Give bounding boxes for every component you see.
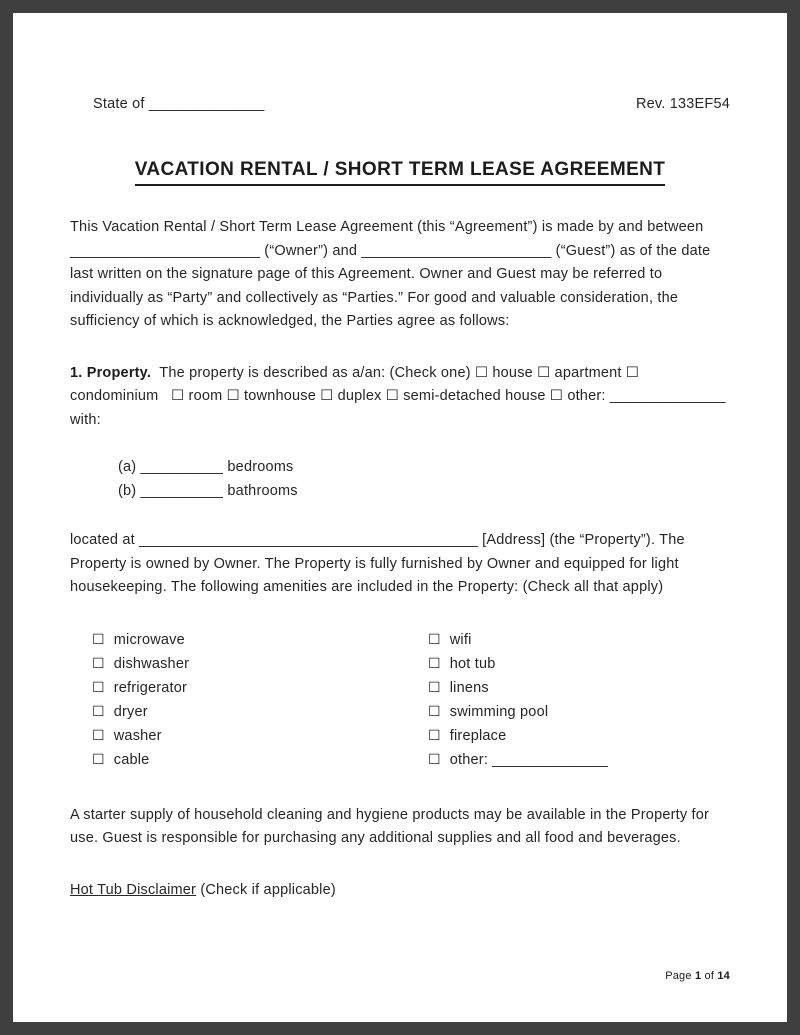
amenity-label: microwave — [113, 631, 185, 648]
amenities-checklist — [92, 628, 730, 772]
amenities-column-right — [428, 628, 730, 772]
revision-number: Rev. 133EF54 — [635, 96, 730, 112]
amenity-row — [428, 724, 730, 748]
amenity-row — [428, 676, 730, 700]
checkbox-icon: ☐ — [92, 726, 105, 743]
list-item-bedrooms: (a) __________ bedrooms — [118, 459, 294, 475]
hot-tub-disclaimer-line — [70, 879, 730, 903]
amenity-row — [92, 724, 428, 748]
checkbox-icon: ☐ — [428, 654, 441, 671]
footer-page-prefix: Page — [665, 969, 695, 982]
amenity-label: washer — [113, 727, 162, 744]
checkbox-icon: ☐ — [428, 630, 441, 647]
footer-of: of — [701, 969, 718, 982]
amenity-label: cable — [113, 751, 150, 768]
starter-supply-paragraph: A starter supply of household cleaning and hygiene products may be available in the Property for use. Guest is responsible for purchasing any additional supplies and all food and beverages. — [70, 806, 710, 846]
amenity-row — [92, 748, 428, 772]
document-page — [13, 13, 787, 1022]
footer-total-pages: 14 — [717, 969, 730, 982]
checkbox-icon: ☐ — [92, 654, 105, 671]
amenity-row — [428, 700, 730, 724]
amenity-row — [428, 748, 730, 772]
hot-tub-disclaimer-label: Hot Tub Disclaimer — [70, 881, 197, 898]
amenity-label: refrigerator — [113, 679, 188, 696]
amenity-row — [92, 628, 428, 652]
amenity-label: dishwasher — [113, 655, 190, 672]
amenity-label: swimming pool — [449, 703, 549, 720]
checkbox-icon: ☐ — [428, 726, 441, 743]
property-section-paragraph — [70, 362, 730, 433]
amenity-label: wifi — [449, 631, 472, 648]
checkbox-icon: ☐ — [92, 630, 105, 647]
checkbox-icon: ☐ — [92, 702, 105, 719]
page-footer — [665, 965, 730, 989]
amenity-row — [92, 652, 428, 676]
amenity-label: linens — [449, 679, 489, 696]
checkbox-icon: ☐ — [92, 678, 105, 695]
amenity-label: fireplace — [449, 727, 507, 744]
hot-tub-disclaimer-note: (Check if applicable) — [196, 881, 336, 898]
property-section-body: The property is described as a/an: (Check one) ☐ house ☐ apartment ☐ condominium ☐ room ☐ townhouse ☐ duplex ☐ semi-detached house ☐ other: ______________ with: — [70, 364, 730, 428]
amenity-row — [428, 652, 730, 676]
amenity-label-other: other: ______________ — [449, 751, 608, 768]
located-paragraph: located at _________________________________________ [Address] (the “Property”). The Property is owned by Owner. The Property is fully furnished by Owner and equipped for light housekeeping. The following amenities are included in the Property: (Check all that apply) — [70, 532, 685, 595]
list-item-bathrooms: (b) __________ bathrooms — [118, 482, 298, 499]
document-header — [70, 93, 730, 117]
amenity-row — [428, 628, 730, 652]
amenity-label: hot tub — [449, 655, 496, 672]
amenity-label: dryer — [113, 703, 148, 720]
property-section-heading: 1. Property. — [70, 364, 152, 381]
checkbox-icon: ☐ — [428, 702, 441, 719]
amenity-row — [92, 700, 428, 724]
checkbox-icon: ☐ — [92, 750, 105, 767]
amenities-column-left — [92, 628, 428, 772]
footer-page-number: 1 — [694, 969, 702, 982]
checkbox-icon: ☐ — [428, 750, 441, 767]
bedroom-bathroom-list — [118, 456, 730, 503]
document-title — [70, 155, 730, 187]
state-of-blank: State of ______________ — [93, 96, 265, 112]
document-title-text: VACATION RENTAL / SHORT TERM LEASE AGREEMENT — [135, 158, 666, 187]
checkbox-icon: ☐ — [428, 678, 441, 695]
intro-paragraph: This Vacation Rental / Short Term Lease Agreement (this “Agreement”) is made by and between _______________________ (“Owner”) and _______________________ (“Guest”) as of the date last written on the signature page of this Agreement. Owner and Guest may be referred to individually as “Party” and collectively as “Parties.” For good and valuable consideration, the sufficiency of which is acknowledged, the Parties agree as follows: — [70, 219, 711, 329]
amenity-row — [92, 676, 428, 700]
